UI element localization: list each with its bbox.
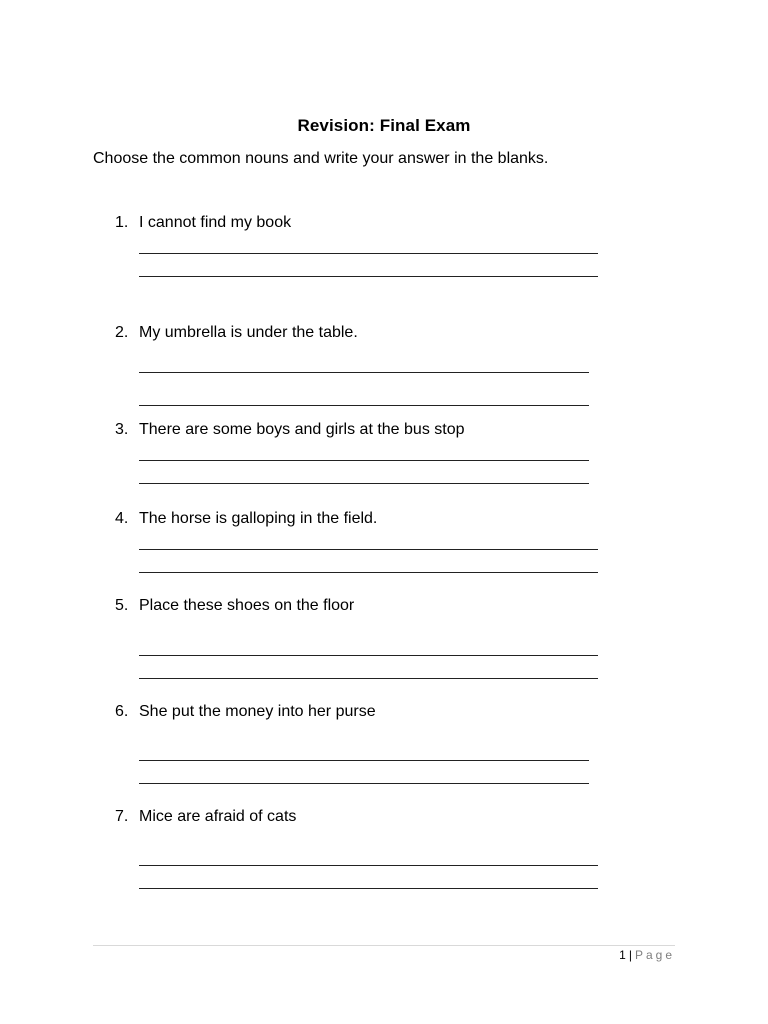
answer-blank[interactable] — [139, 655, 598, 656]
page-separator: | — [628, 948, 632, 962]
question-text: My umbrella is under the table. — [139, 324, 358, 341]
question-number: 3. — [115, 421, 129, 438]
page-number: 1 — [619, 948, 626, 962]
answer-blank[interactable] — [139, 549, 598, 550]
question-text: There are some boys and girls at the bus stop — [139, 421, 465, 438]
question-text: She put the money into her purse — [139, 703, 376, 720]
answer-blank[interactable] — [139, 865, 598, 866]
answer-blank[interactable] — [139, 783, 589, 784]
page-title: Revision: Final Exam — [297, 116, 471, 135]
question-number: 2. — [115, 324, 129, 341]
answer-blank[interactable] — [139, 760, 589, 761]
question-text: The horse is galloping in the field. — [139, 510, 378, 527]
answer-blank[interactable] — [139, 372, 589, 373]
answer-blank[interactable] — [139, 253, 598, 254]
footer-divider — [93, 945, 675, 946]
question-number: 1. — [115, 214, 129, 231]
question-number: 7. — [115, 808, 129, 825]
question-number: 5. — [115, 597, 129, 614]
answer-blank[interactable] — [139, 888, 598, 889]
answer-blank[interactable] — [139, 572, 598, 573]
question-text: Place these shoes on the floor — [139, 597, 355, 614]
answer-blank[interactable] — [139, 405, 589, 406]
question-text: I cannot find my book — [139, 214, 292, 231]
page-label: Page — [634, 948, 675, 962]
answer-blank[interactable] — [139, 460, 589, 461]
answer-blank[interactable] — [139, 483, 589, 484]
instruction-text: Choose the common nouns and write your answer in the blanks. — [93, 150, 549, 167]
page-footer — [619, 948, 675, 962]
question-number: 4. — [115, 510, 129, 527]
answer-blank[interactable] — [139, 678, 598, 679]
question-text: Mice are afraid of cats — [139, 808, 297, 825]
answer-blank[interactable] — [139, 276, 598, 277]
question-number: 6. — [115, 703, 129, 720]
